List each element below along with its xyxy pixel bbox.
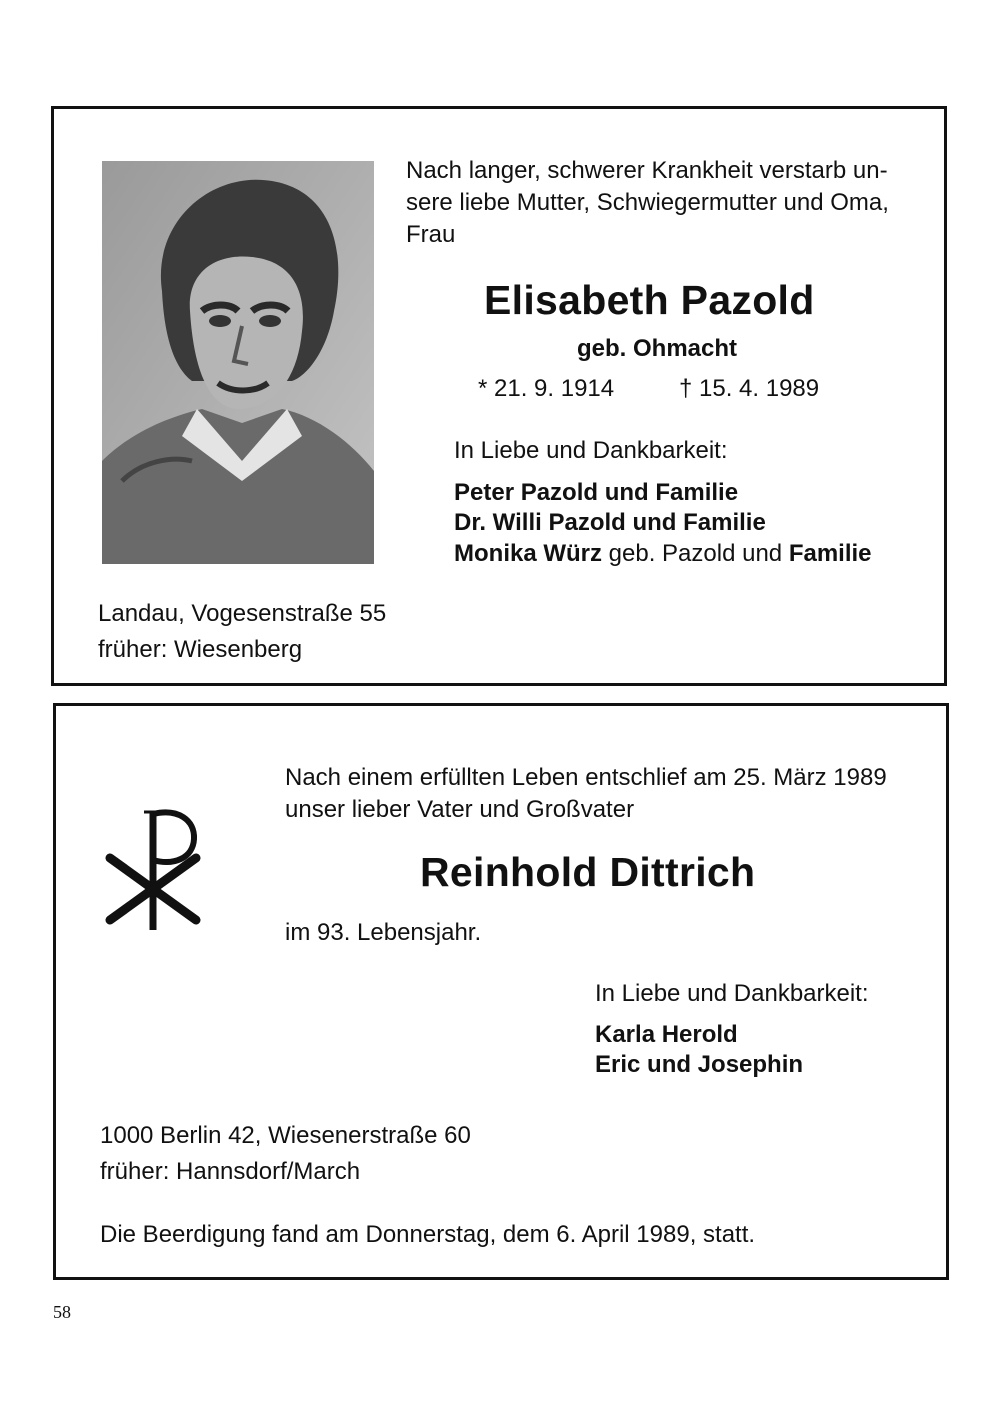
address-line-1: 1000 Berlin 42, Wiesenerstraße 60 (100, 1122, 471, 1149)
age-text: im 93. Lebensjahr. (285, 919, 482, 946)
family-member-2: Dr. Willi Pazold und Familie (454, 509, 766, 536)
family-member-3-familie: Familie (788, 540, 872, 567)
family-member-3 (454, 538, 872, 569)
family-member-1: Karla Herold (595, 1021, 738, 1048)
obituary-notice-dittrich (53, 703, 949, 1280)
family-member-3-geb: geb. Pazold und (608, 540, 783, 567)
thanks-heading: In Liebe und Dankbarkeit: (454, 437, 728, 464)
family-member-2: Eric und Josephin (595, 1051, 804, 1078)
death-date: † 15. 4. 1989 (679, 375, 820, 402)
family-member-3-name: Monika Würz (454, 540, 602, 567)
address-line-2: früher: Wiesenberg (98, 636, 303, 663)
birth-date: * 21. 9. 1914 (478, 375, 615, 402)
intro-line-1: Nach einem erfüllten Leben entschlief am 25. März 1989 (285, 764, 887, 791)
funeral-note: Die Beerdigung fand am Donnerstag, dem 6. April 1989, statt. (100, 1221, 756, 1248)
portrait-photo (102, 161, 374, 564)
page-number: 58 (53, 1302, 71, 1322)
intro-line-2: sere liebe Mutter, Schwiegermutter und Oma, (406, 189, 889, 216)
intro-line-2: unser lieber Vater und Großvater (285, 796, 635, 823)
deceased-name: Reinhold Dittrich (420, 849, 756, 895)
family-member-1: Peter Pazold und Familie (454, 479, 739, 506)
maiden-name: geb. Ohmacht (577, 335, 738, 362)
deceased-name: Elisabeth Pazold (484, 277, 815, 323)
chi-rho-icon (98, 794, 208, 934)
address-line-1: Landau, Vogesenstraße 55 (98, 600, 387, 627)
intro-line-1: Nach langer, schwerer Krankheit verstarb un- (406, 157, 888, 184)
address-line-2: früher: Hannsdorf/March (100, 1158, 361, 1185)
obituary-notice-pazold (51, 106, 947, 686)
intro-line-3: Frau (406, 221, 456, 248)
thanks-heading: In Liebe und Dankbarkeit: (595, 980, 869, 1007)
